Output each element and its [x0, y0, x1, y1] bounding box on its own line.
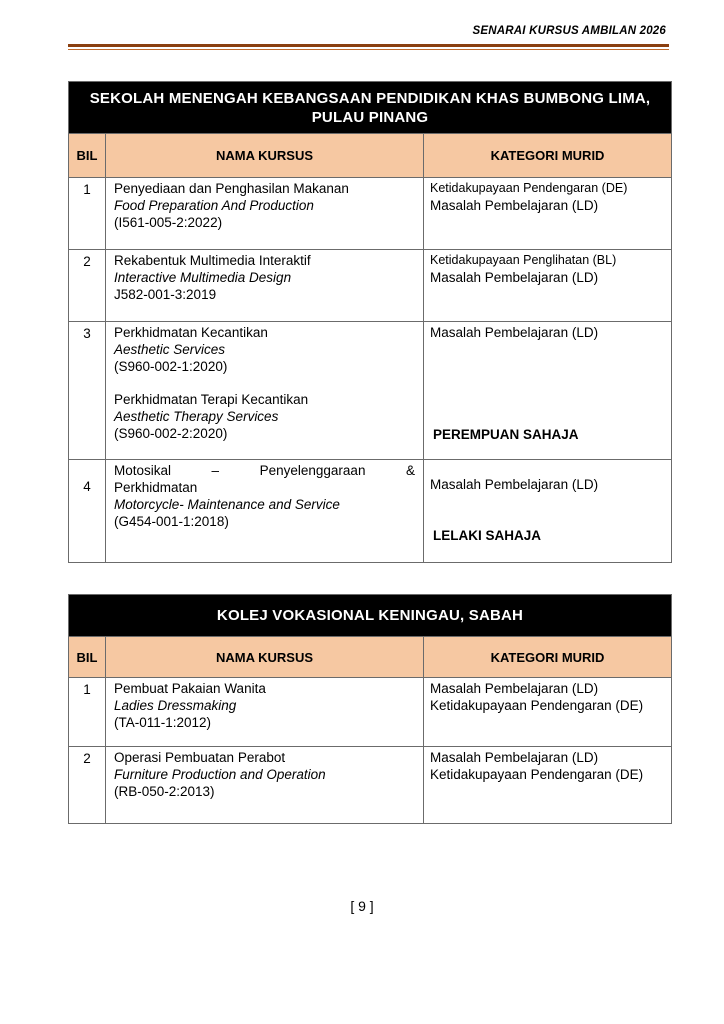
row-number: 1 [69, 678, 106, 747]
category-cell [424, 747, 672, 824]
table-row [69, 178, 672, 250]
course-name: Operasi Pembuatan Perabot [114, 750, 286, 765]
course-table-kv-keningau [68, 594, 672, 824]
column-header-kategori-murid: KATEGORI MURID [424, 134, 672, 178]
course-name-english: Furniture Production and Operation [114, 767, 326, 782]
category-item: Masalah Pembelajaran (LD) [430, 198, 599, 213]
course-code: (I561-005-2:2022) [114, 215, 223, 230]
course-cell [106, 322, 424, 460]
category-item: Ketidakupayaan Pendengaran (DE) [430, 767, 644, 782]
table-row [69, 460, 672, 563]
course-cell [106, 678, 424, 747]
category-item: Masalah Pembelajaran (LD) [430, 681, 599, 696]
table-title: KOLEJ VOKASIONAL KENINGAU, SABAH [69, 595, 672, 637]
course-name-english: Aesthetic Services [114, 342, 226, 357]
row-number: 2 [69, 250, 106, 322]
course-name-english: Interactive Multimedia Design [114, 270, 292, 285]
column-header-bil: BIL [69, 134, 106, 178]
header-rule-thick [68, 44, 669, 47]
row-number: 2 [69, 747, 106, 824]
course-name: Motosikal – Penyelenggaraan & [114, 463, 415, 478]
column-header-nama-kursus: NAMA KURSUS [106, 637, 424, 678]
course-code: J582-001-3:2019 [114, 287, 217, 302]
course-name: Perkhidmatan Kecantikan [114, 325, 268, 340]
category-cell [424, 322, 672, 460]
course-cell [106, 178, 424, 250]
category-item: Masalah Pembelajaran (LD) [430, 750, 599, 765]
course-name-english: Food Preparation And Production [114, 198, 314, 213]
course-name-english: Ladies Dressmaking [114, 698, 237, 713]
header-rule-thin [68, 49, 669, 50]
course-cell [106, 250, 424, 322]
course-name: Perkhidmatan [114, 480, 198, 495]
course-name-english: Aesthetic Therapy Services [114, 409, 279, 424]
course-name: Perkhidmatan Terapi Kecantikan [114, 392, 309, 407]
table-row [69, 678, 672, 747]
category-cell [424, 250, 672, 322]
row-number: 3 [69, 322, 106, 460]
page-number: [ 9 ] [350, 898, 374, 914]
category-cell [424, 678, 672, 747]
category-item: Masalah Pembelajaran (LD) [430, 477, 599, 492]
course-name: Rekabentuk Multimedia Interaktif [114, 253, 311, 268]
table-row [69, 250, 672, 322]
row-number: 4 [69, 460, 106, 563]
course-code: (S960-002-2:2020) [114, 426, 228, 441]
course-name: Pembuat Pakaian Wanita [114, 681, 266, 696]
table-row [69, 322, 672, 460]
column-header-kategori-murid: KATEGORI MURID [424, 637, 672, 678]
row-number: 1 [69, 178, 106, 250]
course-cell [106, 460, 424, 563]
gender-note: LELAKI SAHAJA [433, 528, 542, 543]
gender-note: PEREMPUAN SAHAJA [433, 427, 579, 442]
category-item: Ketidakupayaan Penglihatan (BL) [430, 253, 617, 267]
column-header-bil: BIL [69, 637, 106, 678]
course-name: Penyediaan dan Penghasilan Makanan [114, 181, 349, 196]
course-code: (TA-011-1:2012) [114, 715, 212, 730]
category-cell [424, 178, 672, 250]
course-code: (RB-050-2:2013) [114, 784, 215, 799]
category-item: Ketidakupayaan Pendengaran (DE) [430, 181, 628, 195]
course-code: (S960-002-1:2020) [114, 359, 228, 374]
course-table-smk-bumbong-lima [68, 81, 672, 563]
category-cell [424, 460, 672, 563]
table-row [69, 747, 672, 824]
category-item: Ketidakupayaan Pendengaran (DE) [430, 698, 644, 713]
course-code: (G454-001-1:2018) [114, 514, 229, 529]
table-title: SEKOLAH MENENGAH KEBANGSAAN PENDIDIKAN KHAS BUMBONG LIMA, PULAU PINANG [69, 82, 672, 134]
course-name-english: Motorcycle- Maintenance and Service [114, 497, 340, 512]
course-cell [106, 747, 424, 824]
document-header-title: SENARAI KURSUS AMBILAN 2026 [472, 25, 666, 37]
category-item: Masalah Pembelajaran (LD) [430, 270, 599, 285]
column-header-nama-kursus: NAMA KURSUS [106, 134, 424, 178]
category-item: Masalah Pembelajaran (LD) [430, 325, 599, 340]
